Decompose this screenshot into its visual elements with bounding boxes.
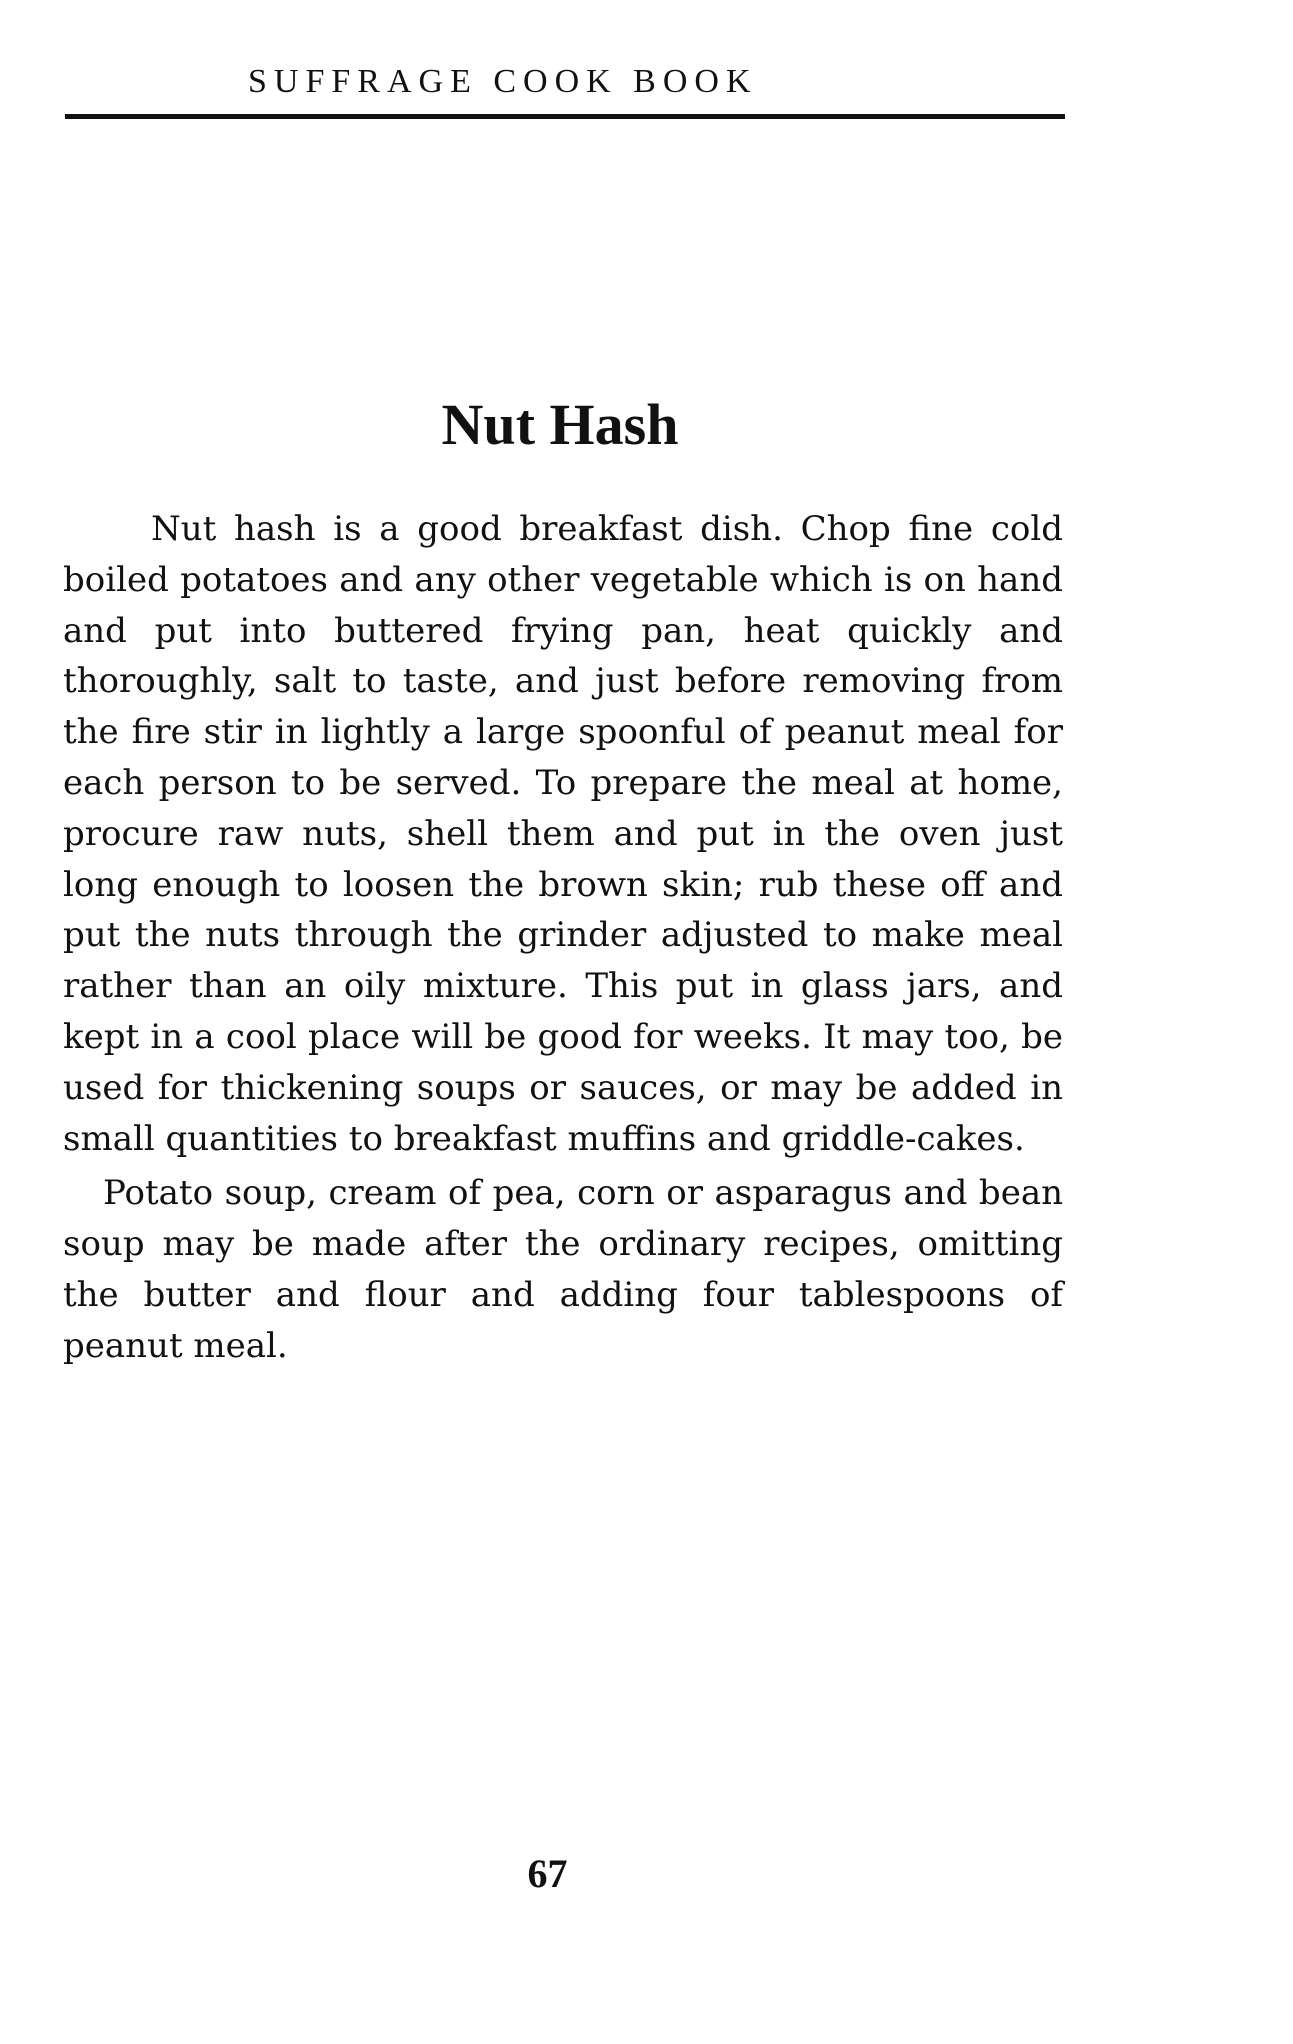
recipe-paragraph: Potato soup, cream of pea, corn or asparagus and bean soup may be made after the ordinary recipes, omitting the butter and flour and adding four tablespoons of peanut meal. xyxy=(63,1173,1063,1366)
header-rule xyxy=(65,114,1065,119)
recipe-body xyxy=(63,504,1063,1372)
recipe-title: Nut Hash xyxy=(441,392,679,457)
page-number: 67 xyxy=(527,1851,568,1896)
recipe-paragraph: Nut hash is a good breakfast dish. Chop fine cold boiled potatoes and any other vegetable which is on hand and put into buttered frying pan, heat quickly and thoroughly, salt to taste, and just before removing from the fire stir in lightly a large spoonful of peanut meal for each person to be served. To prepare the meal at home, procure raw nuts, shell them and put in the oven just long enough to loosen the brown skin; rub these off and put the nuts through the grinder adjusted to make meal rather than an oily mixture. This put in glass jars, and kept in a cool place will be good for weeks. It may too, be used for thickening soups or sauces, or may be added in small quantities to breakfast muffins and griddle-cakes. xyxy=(63,509,1063,1159)
running-head: SUFFRAGE COOK BOOK xyxy=(248,63,758,100)
